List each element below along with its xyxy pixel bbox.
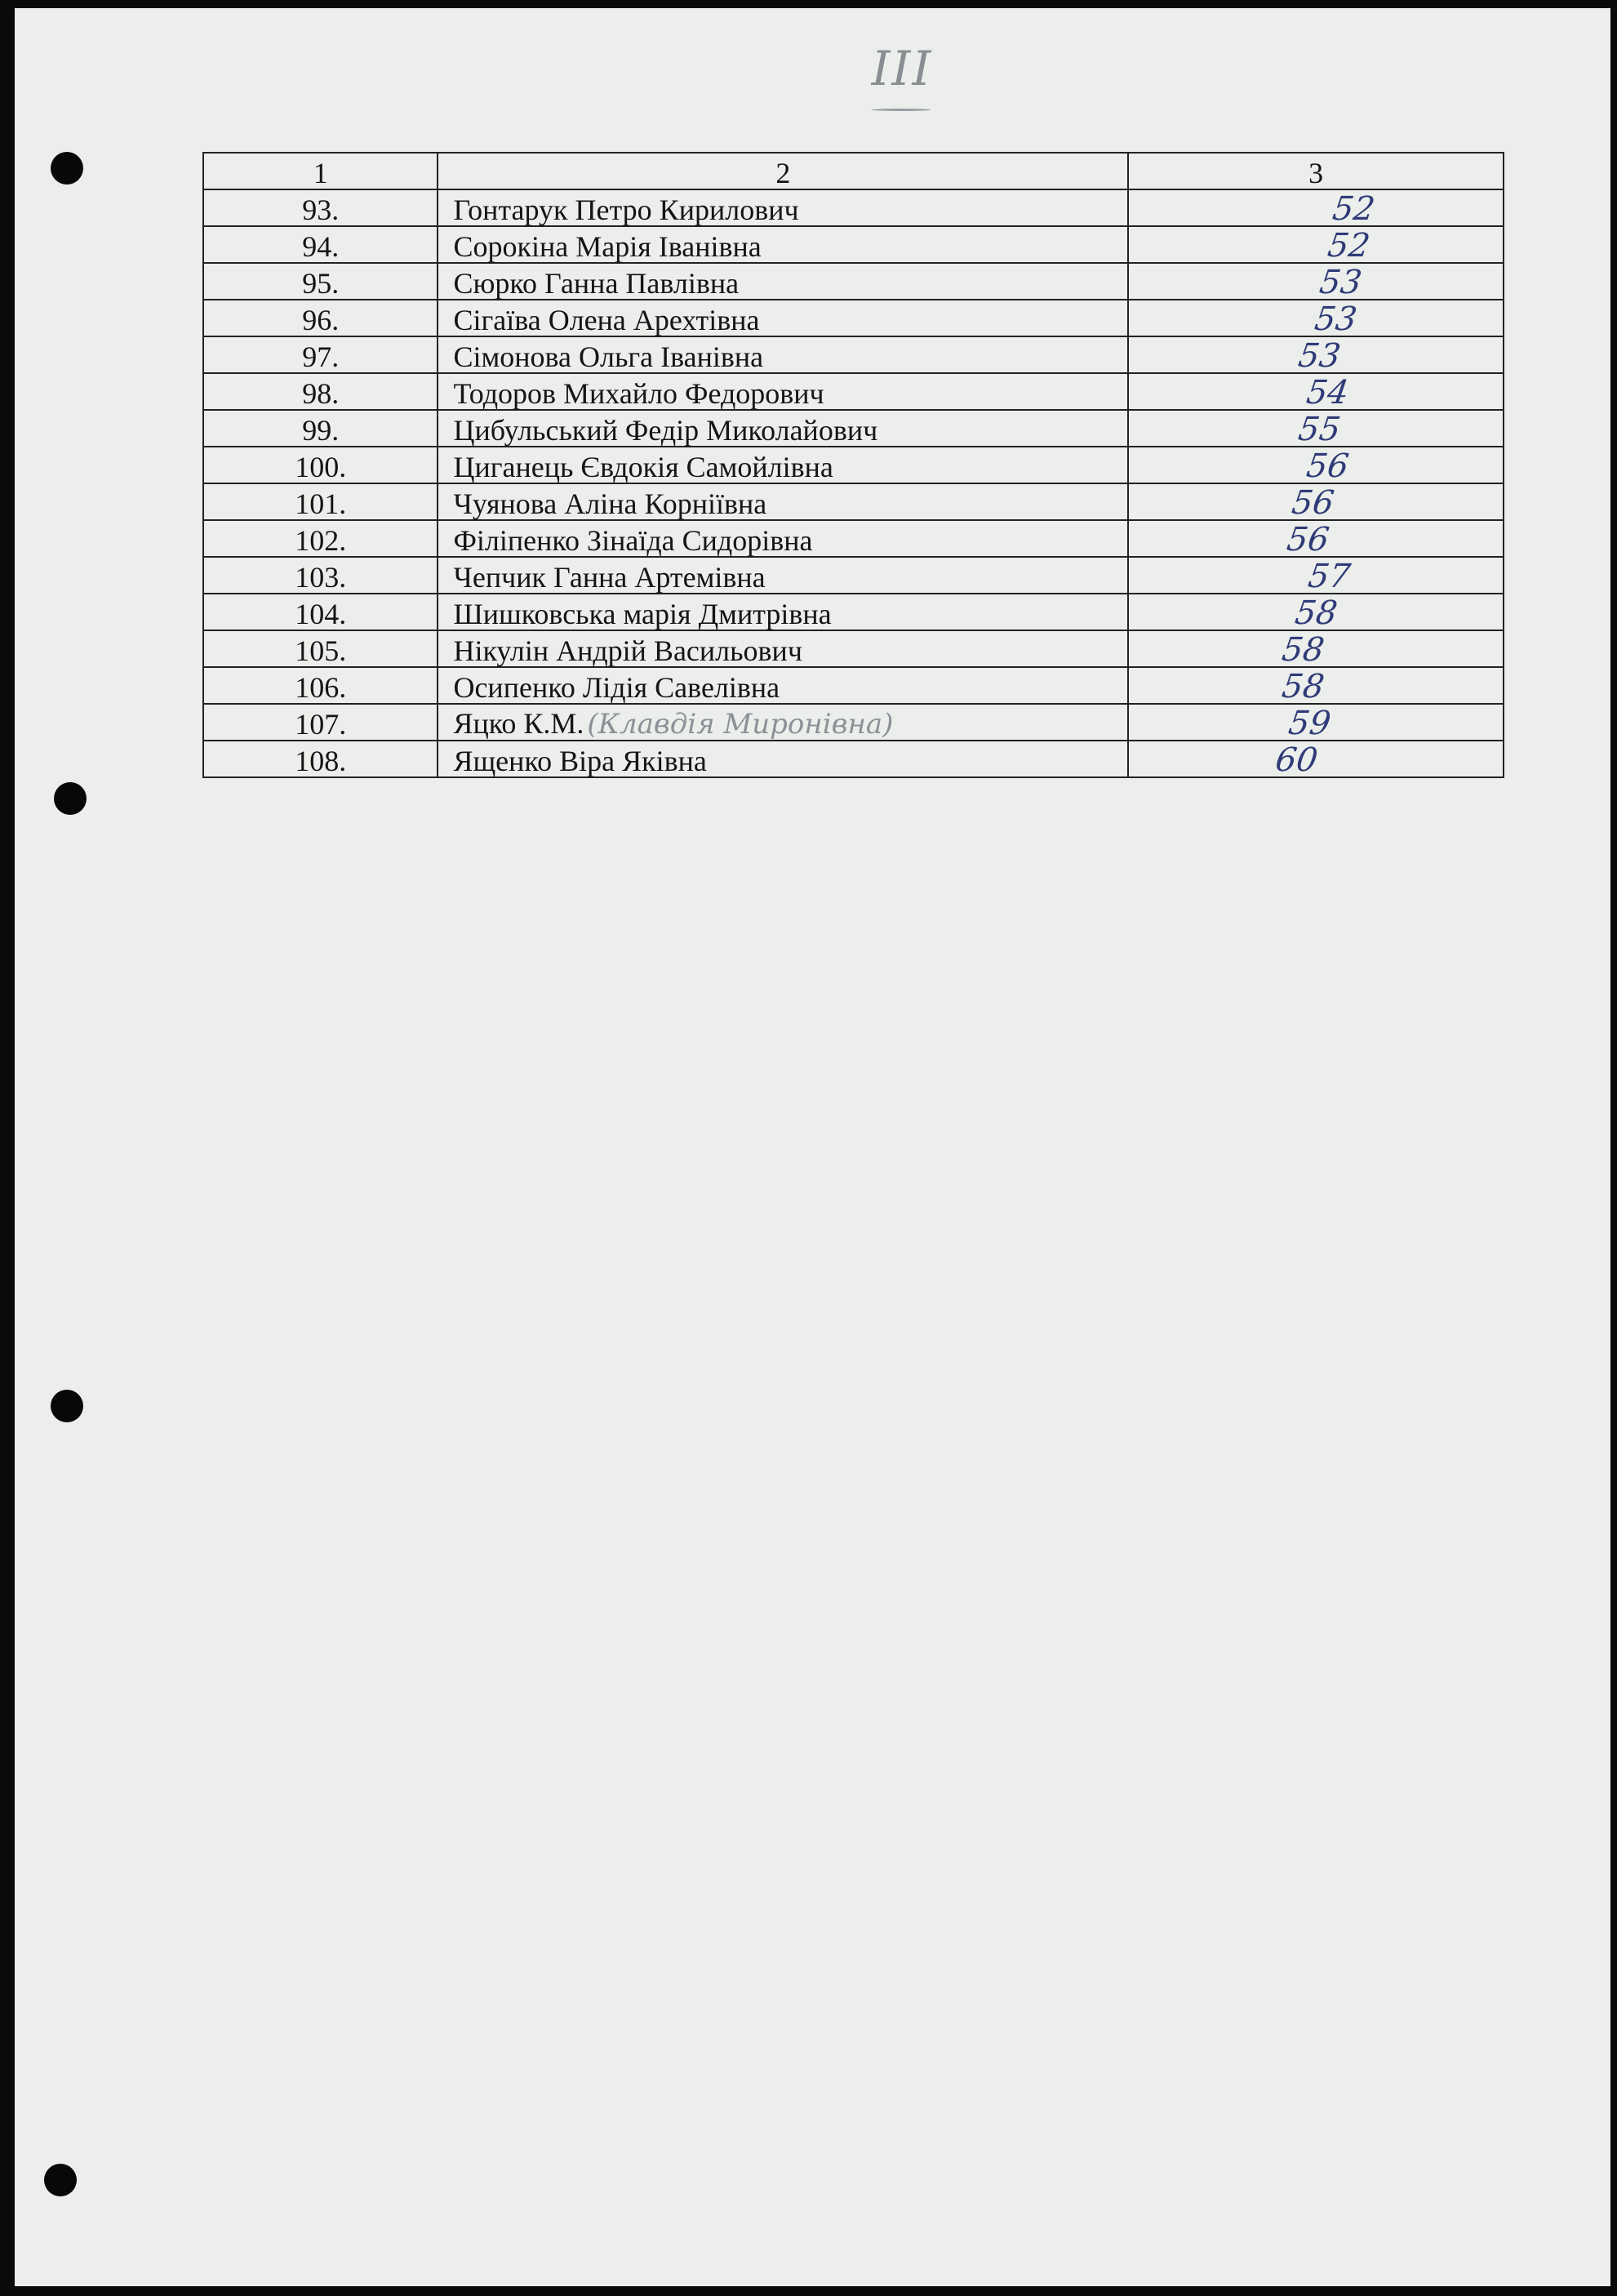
- handwritten-page-number: 57: [1305, 558, 1353, 595]
- table-row: [203, 630, 1504, 667]
- person-name-cell: [438, 300, 1128, 336]
- handwritten-page-number: 58: [1279, 631, 1326, 669]
- page-number-cell: [1128, 336, 1504, 373]
- person-name-cell: [438, 741, 1128, 777]
- table-row: [203, 447, 1504, 483]
- page-number-cell: [1128, 410, 1504, 447]
- person-name-cell: [438, 483, 1128, 520]
- table-row: [203, 557, 1504, 594]
- page-number-cell: [1128, 704, 1504, 741]
- row-number: 94.: [203, 226, 438, 263]
- row-number: 103.: [203, 557, 438, 594]
- punch-hole: [54, 782, 87, 815]
- handwritten-page-number: 60: [1273, 741, 1320, 779]
- punch-hole: [51, 1390, 83, 1422]
- page-number-cell: [1128, 263, 1504, 300]
- handwritten-page-number: 54: [1304, 374, 1351, 412]
- page-number-cell: [1128, 447, 1504, 483]
- handwritten-page-number: 52: [1325, 227, 1372, 265]
- person-name-cell: [438, 189, 1128, 226]
- row-number: 93.: [203, 189, 438, 226]
- person-name: Ященко Віра Яківна: [453, 745, 707, 777]
- person-name: Чуянова Аліна Корніївна: [453, 487, 767, 520]
- person-name: Яцко К.М.: [453, 707, 584, 740]
- row-number: 108.: [203, 741, 438, 777]
- handwritten-page-number: 55: [1295, 411, 1343, 448]
- row-number: 95.: [203, 263, 438, 300]
- handwritten-page-number: 52: [1330, 190, 1377, 228]
- person-name: Тодоров Михайло Федорович: [453, 377, 824, 410]
- table-row: [203, 300, 1504, 336]
- page-number-cell: [1128, 189, 1504, 226]
- person-name-cell: [438, 410, 1128, 447]
- person-name: Цибульський Федір Миколайович: [453, 414, 878, 447]
- page-number-cell: [1128, 557, 1504, 594]
- person-name: Філіпенко Зінаїда Сидорівна: [453, 524, 813, 557]
- column-header-number: 1: [203, 153, 438, 189]
- person-name: Сорокіна Марія Іванівна: [453, 230, 762, 263]
- handwritten-page-number: 56: [1284, 521, 1331, 558]
- person-name-cell: [438, 373, 1128, 410]
- page-number-cell: [1128, 373, 1504, 410]
- table-row: [203, 704, 1504, 741]
- table-row: [203, 667, 1504, 704]
- person-name-cell: [438, 667, 1128, 704]
- page-number-cell: [1128, 741, 1504, 777]
- page-number-cell: [1128, 520, 1504, 557]
- row-number: 96.: [203, 300, 438, 336]
- table-row: [203, 594, 1504, 630]
- table-row: [203, 336, 1504, 373]
- page-number-cell: [1128, 630, 1504, 667]
- row-number: 97.: [203, 336, 438, 373]
- column-header-page: 3: [1128, 153, 1504, 189]
- person-name: Шишковська марія Дмитрівна: [453, 598, 832, 630]
- person-name-cell: [438, 557, 1128, 594]
- person-name: Нікулін Андрій Васильович: [453, 634, 802, 667]
- person-name: Циганець Євдокія Самойлівна: [453, 451, 833, 483]
- row-number: 99.: [203, 410, 438, 447]
- column-header-name: 2: [438, 153, 1128, 189]
- handwritten-page-number: 56: [1289, 484, 1336, 522]
- table-row: [203, 483, 1504, 520]
- person-name: Сімонова Ольга Іванівна: [453, 340, 764, 373]
- table-row: [203, 189, 1504, 226]
- row-number: 104.: [203, 594, 438, 630]
- person-name-cell: [438, 630, 1128, 667]
- handwritten-page-number: 56: [1304, 447, 1351, 485]
- handwritten-page-number: 58: [1279, 668, 1326, 705]
- person-name: Осипенко Лідія Савелівна: [453, 671, 780, 704]
- person-name-cell: [438, 336, 1128, 373]
- handwritten-page-number: 53: [1295, 337, 1343, 375]
- document-page: [15, 8, 1610, 2286]
- page-number-cell: [1128, 226, 1504, 263]
- punch-hole: [51, 152, 83, 185]
- row-number: 101.: [203, 483, 438, 520]
- person-name: Сюрко Ганна Павлівна: [453, 267, 740, 300]
- row-number: 100.: [203, 447, 438, 483]
- row-number: 105.: [203, 630, 438, 667]
- page-number-cell: [1128, 300, 1504, 336]
- table-row: [203, 226, 1504, 263]
- table-row: [203, 410, 1504, 447]
- handwritten-pencil-note: (Клавдія Миронівна): [587, 708, 894, 741]
- row-number: 102.: [203, 520, 438, 557]
- person-name-cell: [438, 704, 1128, 741]
- table-row: [203, 263, 1504, 300]
- person-name: Сігаїва Олена Арехтівна: [453, 304, 760, 336]
- table-row: [203, 520, 1504, 557]
- handwritten-page-number: 53: [1312, 300, 1359, 338]
- row-number: 98.: [203, 373, 438, 410]
- person-name-cell: [438, 447, 1128, 483]
- punch-hole: [44, 2164, 77, 2196]
- person-name-cell: [438, 226, 1128, 263]
- row-number: 106.: [203, 667, 438, 704]
- row-number: 107.: [203, 704, 438, 741]
- person-name-cell: [438, 520, 1128, 557]
- person-name: Гонтарук Петро Кирилович: [453, 194, 799, 226]
- table-row: [203, 741, 1504, 777]
- page-number-cell: [1128, 483, 1504, 520]
- page-number-cell: [1128, 667, 1504, 704]
- person-name-cell: [438, 594, 1128, 630]
- handwritten-page-number: 58: [1292, 594, 1339, 632]
- table-row: [203, 373, 1504, 410]
- person-name: Чепчик Ганна Артемівна: [453, 561, 766, 594]
- handwritten-page-number: 59: [1286, 705, 1333, 742]
- person-name-cell: [438, 263, 1128, 300]
- handwritten-page-number: 53: [1317, 264, 1364, 301]
- person-list-table: [202, 152, 1504, 778]
- table-header-row: [203, 153, 1504, 189]
- page-folio-number: III: [865, 41, 939, 122]
- page-number-cell: [1128, 594, 1504, 630]
